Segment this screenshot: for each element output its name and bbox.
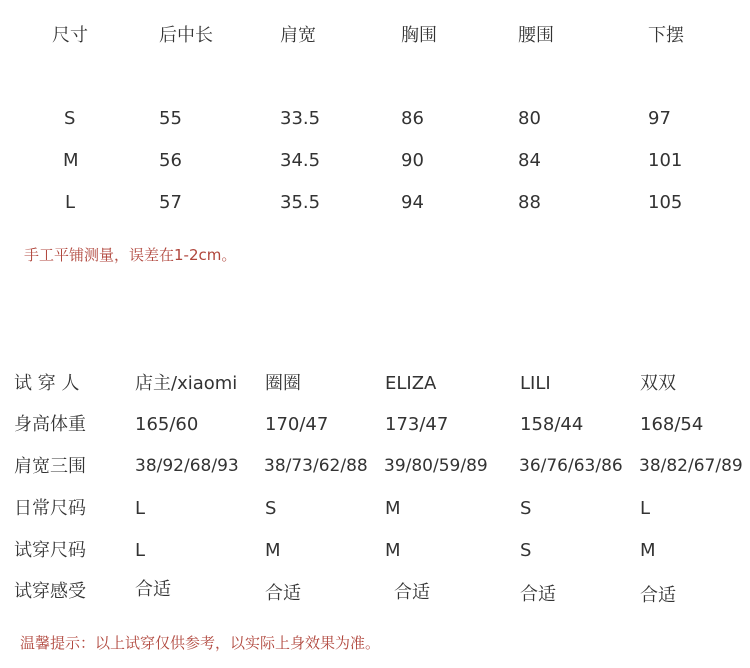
- row-label: 试 穿 人: [14, 373, 80, 394]
- measurement-note: 手工平铺测量，误差在1-2cm。: [24, 246, 237, 264]
- size-table-header: 后中长: [159, 25, 213, 46]
- tryon-cell: 39/80/59/89: [384, 456, 488, 476]
- size-cell: M: [63, 150, 79, 171]
- size-cell: 57: [159, 192, 182, 213]
- size-cell: 80: [518, 108, 541, 129]
- tryon-cell: 173/47: [385, 414, 449, 435]
- tryon-cell: 合适: [394, 582, 430, 603]
- size-cell: S: [64, 108, 76, 129]
- tryon-cell: M: [265, 540, 281, 561]
- row-label: 肩宽三围: [14, 456, 86, 477]
- tryon-cell: 170/47: [265, 414, 329, 435]
- tryon-cell: M: [385, 498, 401, 519]
- tryon-cell: 合适: [640, 585, 676, 606]
- size-table-header: 腰围: [518, 25, 554, 46]
- size-cell: 101: [648, 150, 683, 171]
- tryon-cell: 36/76/63/86: [519, 456, 623, 476]
- tryon-cell: L: [135, 540, 146, 561]
- row-label: 试穿感受: [14, 581, 86, 602]
- size-cell: 35.5: [280, 192, 321, 213]
- size-cell: 105: [648, 192, 683, 213]
- size-table-header: 肩宽: [280, 25, 316, 46]
- size-cell: 97: [648, 108, 671, 129]
- size-table-header: 尺寸: [52, 25, 88, 46]
- tryon-cell: 168/54: [640, 414, 704, 435]
- tryon-cell: 38/92/68/93: [135, 456, 239, 476]
- tryon-cell: S: [265, 498, 277, 519]
- size-cell: 90: [401, 150, 424, 171]
- tryon-cell: S: [520, 540, 532, 561]
- size-cell: 84: [518, 150, 541, 171]
- tryon-cell: 圈圈: [265, 373, 301, 394]
- tryon-cell: 双双: [640, 373, 676, 394]
- size-cell: 34.5: [280, 150, 321, 171]
- tryon-cell: 合适: [520, 584, 556, 605]
- tryon-cell: 158/44: [520, 414, 584, 435]
- tryon-cell: 合适: [265, 583, 301, 604]
- tryon-cell: 合适: [135, 579, 171, 600]
- tryon-cell: 38/73/62/88: [264, 456, 368, 476]
- size-cell: 56: [159, 150, 182, 171]
- tryon-cell: S: [520, 498, 532, 519]
- tryon-cell: LILI: [520, 373, 551, 394]
- size-cell: 94: [401, 192, 424, 213]
- row-label: 日常尺码: [14, 498, 86, 519]
- size-cell: 86: [401, 108, 424, 129]
- size-cell: 88: [518, 192, 541, 213]
- tryon-note: 温馨提示：以上试穿仅供参考，以实际上身效果为准。: [20, 634, 381, 652]
- size-table-header: 胸围: [401, 25, 437, 46]
- tryon-cell: 165/60: [135, 414, 199, 435]
- size-cell: 33.5: [280, 108, 321, 129]
- size-table-header: 下摆: [648, 25, 684, 46]
- row-label: 身高体重: [14, 414, 86, 435]
- tryon-cell: 38/82/67/89: [639, 456, 743, 476]
- tryon-cell: L: [640, 498, 651, 519]
- tryon-cell: M: [385, 540, 401, 561]
- row-label: 试穿尺码: [14, 540, 86, 561]
- size-cell: L: [65, 192, 76, 213]
- tryon-cell: L: [135, 498, 146, 519]
- tryon-cell: ELIZA: [385, 373, 437, 394]
- tryon-cell: M: [640, 540, 656, 561]
- tryon-cell: 店主/xiaomi: [135, 373, 238, 394]
- size-cell: 55: [159, 108, 182, 129]
